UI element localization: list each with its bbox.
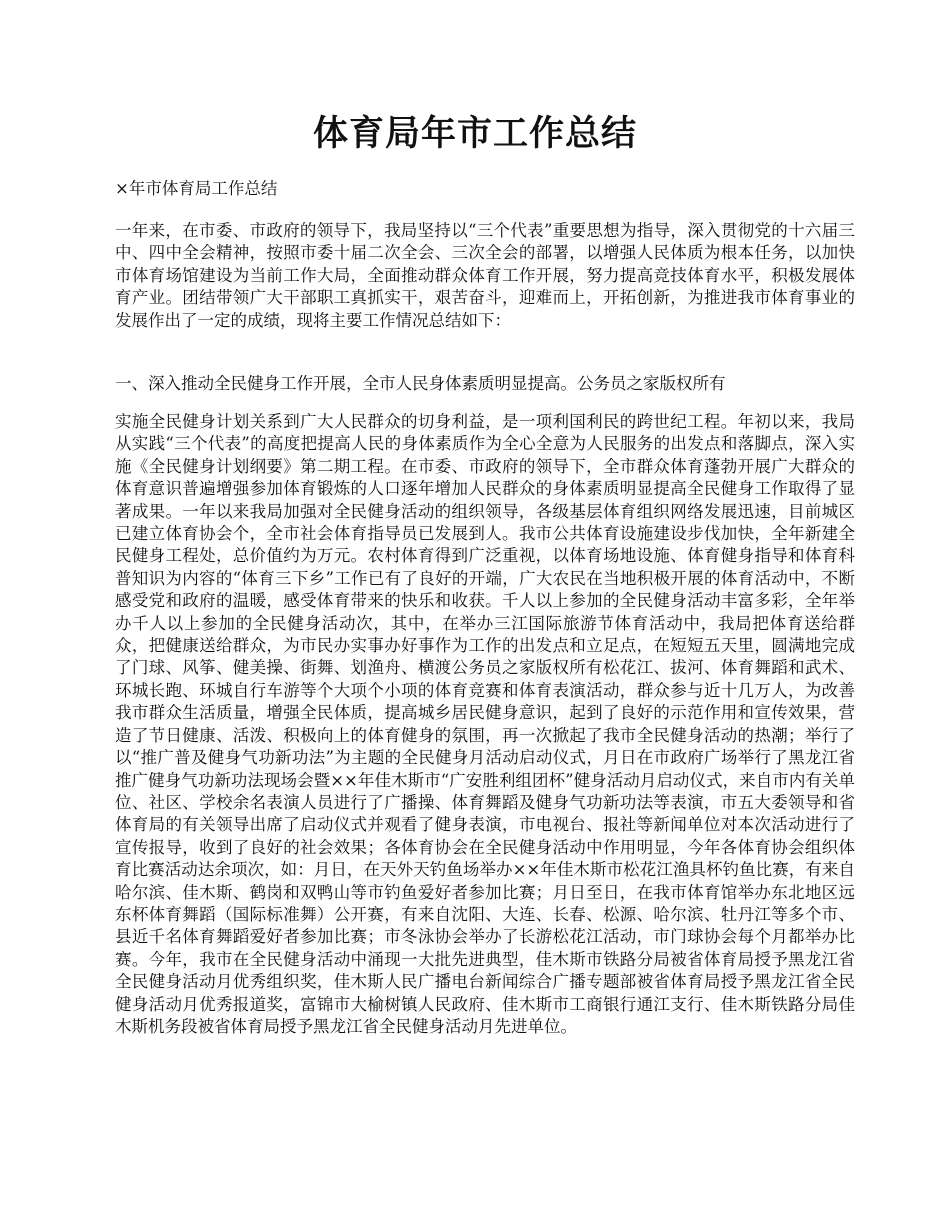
document-subtitle: ×年市体育局工作总结 bbox=[115, 179, 278, 198]
paragraph-body: 实施全民健身计划关系到广大人民群众的切身利益，是一项利国利民的跨世纪工程。年初以来，我局从实践“三个代表”的高度把提高人民的身体素质作为全心全意为人民服务的出发点和落脚点，深入实施《全民健身计划纲要》第二期工程。在市委、市政府的领导下，全市群众体育蓬勃开展广大群众的体育意识普遍增强参加体育锻炼的人口逐年增加人民群众的身体素质明显提高全民健身工作取得了显著成果。一年以来我局加强对全民健身活动的组织领导，各级基层体育组织网络发展迅速，目前城区已建立体育协会个，全市社会体育指导员已发展到人。我市公共体育设施建设步伐加快，全年新建全民健身工程处，总价值约为万元。农村体育得到广泛重视，以体育场地设施、体育健身指导和体育科普知识为内容的“体育三下乡”工作已有了良好的开端，广大农民在当地积极开展的体育活动中，不断感受党和政府的温暖，感受体育带来的快乐和收获。千人以上参加的全民健身活动丰富多彩，全年举办千人以上参加的全民健身活动次，其中，在举办三江国际旅游节体育活动中，我局把体育送给群众，把健康送给群众，为市民办实事办好事作为工作的出发点和立足点，在短短五天里，圆满地完成了门球、风筝、健美操、街舞、划渔舟、横渡公务员之家版权所有松花江、拔河、体育舞蹈和武术、环城长跑、环城自行车游等个大项个小项的体育竞赛和体育表演活动，群众参与近十几万人，为改善我市群众生活质量，增强全民体质，提高城乡居民健身意识，起到了良好的示范作用和宣传效果，营造了节日健康、活泼、积极向上的体育健身的氛围，再一次掀起了我市全民健身活动的热潮；举行了以“推广普及健身气功新功法”为主题的全民健身月活动启动仪式，月日在市政府广场举行了黑龙江省推广健身气功新功法现场会暨××年佳木斯市“广安胜利组团杯”健身活动月启动仪式，来自市内有关单位、社区、学校余名表演人员进行了广播操、体育舞蹈及健身气功新功法等表演，市五大委领导和省体育局的有关领导出席了启动仪式并观看了健身表演，市电视台、报社等新闻单位对本次活动进行了宣传报导，收到了良好的社会效果；各体育协会在全民健身活动中作用明显，今年各体育协会组织体育比赛活动达余项次，如：月日，在天外天钓鱼场举办××年佳木斯市松花江渔具杯钓鱼比赛，有来自哈尔滨、佳木斯、鹤岗和双鸭山等市钓鱼爱好者参加比赛；月日至日，在我市体育馆举办东北地区远东杯体育舞蹈（国际标准舞）公开赛，有来自沈阳、大连、长春、松源、哈尔滨、牡丹江等多个市、县近千名体育舞蹈爱好者参加比赛；市冬泳协会举办了长游松花江活动，市门球协会每个月都举办比赛。今年，我市在全民健身活动中涌现一大批先进典型，佳木斯市铁路分局被省体育局授予黑龙江省全民健身活动月优秀组织奖，佳木斯人民广播电台新闻综合广播专题部被省体育局授予黑龙江省全民健身活动月优秀报道奖，富锦市大榆树镇人民政府、佳木斯市工商银行通江支行、佳木斯铁路分局佳木斯机务段被省体育局授予黑龙江省全民健身活动月先进单位。 bbox=[115, 412, 855, 1036]
section-heading: 一、深入推动全民健身工作开展，全市人民身体素质明显提高。公务员之家版权所有 bbox=[115, 374, 726, 393]
document-title: 体育局年市工作总结 bbox=[312, 113, 637, 154]
paragraph-intro: 一年来，在市委、市政府的领导下，我局坚持以“三个代表”重要思想为指导，深入贯彻党的十六届三中、四中全会精神，按照市委十届二次全会、三次全会的部署，以增强人民体质为根本任务，以加快市体育场馆建设为当前工作大局，全面推动群众体育工作开展，努力提高竞技体育水平，积极发展体育产业。团结带领广大干部职工真抓实干，艰苦奋斗，迎难而上，开拓创新，为推进我市体育事业的发展作出了一定的成绩，现将主要工作情况总结如下： bbox=[115, 221, 855, 330]
